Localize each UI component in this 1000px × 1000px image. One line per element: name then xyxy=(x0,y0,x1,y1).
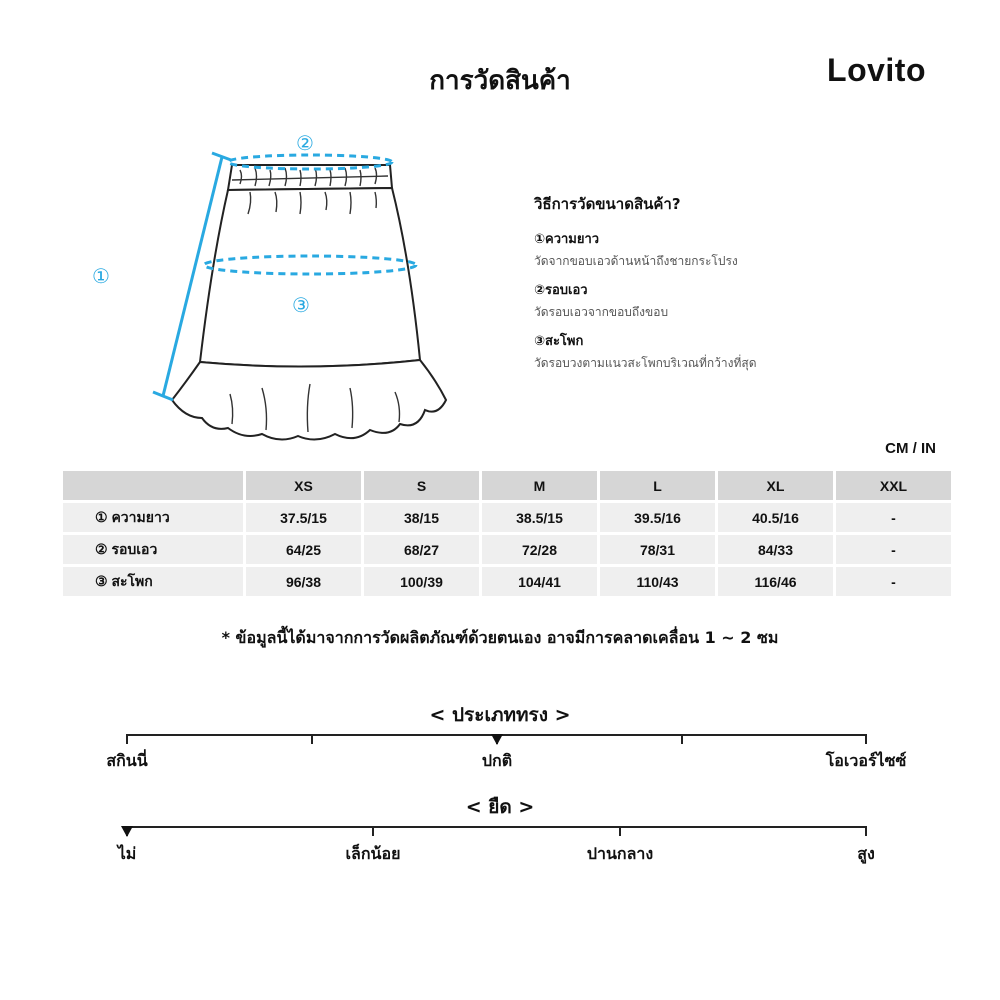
table-cell: ② รอบเอว xyxy=(63,535,243,564)
fit-scale-label: สกินนี่ xyxy=(106,751,148,770)
table-cell: 78/31 xyxy=(600,535,715,564)
fit-scale-tick xyxy=(865,734,867,744)
table-row xyxy=(63,503,951,532)
table-header-cell xyxy=(63,471,243,500)
table-cell: 116/46 xyxy=(718,567,833,596)
table-cell: 72/28 xyxy=(482,535,597,564)
stretch-scale-marker xyxy=(121,826,133,837)
instruction-desc: วัดรอบเอวจากขอบถึงขอบ xyxy=(534,305,669,319)
measure-instructions xyxy=(534,192,756,381)
stretch-scale-tick xyxy=(619,826,621,836)
fit-scale-tick xyxy=(126,734,128,744)
stretch-scale-tick xyxy=(865,826,867,836)
measurement-note: * ข้อมูลนี้ได้มาจากการวัดผลิตภัณฑ์ด้วยตนเอง อาจมีการคลาดเคลื่อน 1 ~ 2 ซม xyxy=(221,628,779,647)
table-cell: 100/39 xyxy=(364,567,479,596)
stretch-scale-line xyxy=(126,826,867,828)
brand-logo: Lovito xyxy=(827,52,926,88)
stretch-scale-label: ไม่ xyxy=(117,844,137,863)
fit-scale-label: โอเวอร์ไซซ์ xyxy=(825,751,907,770)
instruction-item xyxy=(534,330,756,373)
table-cell: 84/33 xyxy=(718,535,833,564)
page-title: การวัดสินค้า xyxy=(429,66,571,96)
table-header-cell: S xyxy=(364,471,479,500)
table-cell: 64/25 xyxy=(246,535,361,564)
instruction-label: ①ความยาว xyxy=(534,232,600,247)
table-header-cell: L xyxy=(600,471,715,500)
table-row xyxy=(63,535,951,564)
waist-label: ② xyxy=(296,131,314,155)
table-cell: ③ สะโพก xyxy=(63,567,243,596)
stretch-scale-label: สูง xyxy=(857,844,875,863)
table-row xyxy=(63,567,951,596)
table-cell: - xyxy=(836,535,951,564)
stretch-scale-label: เล็กน้อย xyxy=(345,844,401,863)
table-cell: 104/41 xyxy=(482,567,597,596)
table-cell: 96/38 xyxy=(246,567,361,596)
instruction-item xyxy=(534,279,756,322)
instruction-label: ②รอบเอว xyxy=(534,283,588,298)
table-cell: 38/15 xyxy=(364,503,479,532)
table-cell: - xyxy=(836,567,951,596)
table-cell: 38.5/15 xyxy=(482,503,597,532)
table-cell: 39.5/16 xyxy=(600,503,715,532)
table-cell: 37.5/15 xyxy=(246,503,361,532)
instruction-item xyxy=(534,228,756,271)
fit-scale-marker xyxy=(491,734,503,745)
skirt-body xyxy=(200,188,420,367)
instructions-heading: วิธีการวัดขนาดสินค้า? xyxy=(534,195,681,213)
instruction-desc: วัดจากขอบเอวด้านหน้าถึงชายกระโปรง xyxy=(534,254,738,268)
stretch-scale-label: ปานกลาง xyxy=(586,844,654,863)
hip-label: ③ xyxy=(292,293,310,317)
stretch-scale-tick xyxy=(372,826,374,836)
fit-scale-tick xyxy=(681,734,683,744)
fit-scale-label: ปกติ xyxy=(481,751,513,770)
table-cell: - xyxy=(836,503,951,532)
table-header-row xyxy=(63,471,951,500)
size-table xyxy=(60,468,954,599)
stretch-scale-title: < ยืด > xyxy=(465,796,535,818)
table-cell: 40.5/16 xyxy=(718,503,833,532)
length-label: ① xyxy=(92,264,110,288)
table-cell: ① ความยาว xyxy=(63,503,243,532)
fit-scale-title: < ประเภททรง > xyxy=(429,704,571,726)
fit-scale-tick xyxy=(311,734,313,744)
instruction-label: ③สะโพก xyxy=(534,334,584,349)
instruction-desc: วัดรอบวงตามแนวสะโพกบริเวณที่กว้างที่สุด xyxy=(534,356,757,370)
table-header-cell: XL xyxy=(718,471,833,500)
table-cell: 110/43 xyxy=(600,567,715,596)
table-header-cell: M xyxy=(482,471,597,500)
table-cell: 68/27 xyxy=(364,535,479,564)
table-header-cell: XXL xyxy=(836,471,951,500)
table-header-cell: XS xyxy=(246,471,361,500)
skirt-ruffle xyxy=(172,360,446,440)
unit-label: CM / IN xyxy=(885,440,936,457)
skirt-diagram xyxy=(80,125,460,455)
